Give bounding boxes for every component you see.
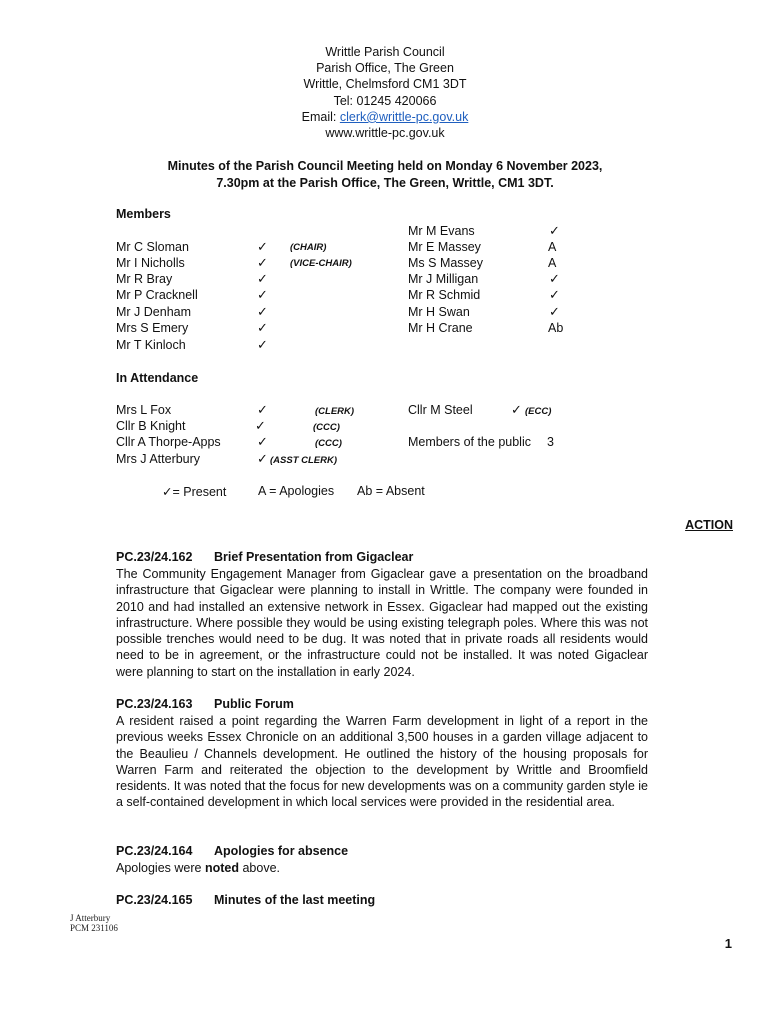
- member-name: Mr H Swan: [408, 305, 470, 319]
- attendee-mark: ✓: [257, 402, 268, 417]
- item-title: Minutes of the last meeting: [214, 893, 376, 907]
- item-heading: [116, 844, 348, 858]
- item-title: Public Forum: [214, 697, 294, 711]
- member-role: (CHAIR): [290, 242, 327, 253]
- attendee-role: (ASST CLERK): [270, 455, 338, 466]
- email-label: Email:: [301, 109, 340, 124]
- item-title: Apologies for absence: [214, 844, 349, 858]
- attendee-name: Mrs J Atterbury: [116, 452, 201, 466]
- attendee-mark: ✓: [511, 402, 522, 417]
- item-body: [116, 860, 648, 876]
- attendee-mark: 3: [547, 435, 554, 449]
- member-name: Mr R Bray: [116, 272, 173, 286]
- footer-ref: PCM 231106: [70, 923, 118, 933]
- address-line-1: Parish Office, The Green: [316, 61, 454, 76]
- attendee-name: Cllr M Steel: [408, 403, 473, 417]
- body-text: Apologies were: [116, 861, 205, 875]
- attendee-role: (CCC): [315, 438, 342, 449]
- member-name: Mr J Denham: [116, 305, 192, 319]
- attendee-name: Mrs L Fox: [116, 403, 172, 417]
- email-link[interactable]: clerk@writtle-pc.gov.uk: [339, 109, 469, 124]
- legend-present: ✓= Present: [162, 485, 227, 499]
- body-emphasis: noted: [204, 861, 239, 875]
- attendee-role: (CLERK): [315, 406, 355, 417]
- member-mark: ✓: [549, 287, 560, 302]
- minutes-title: [0, 158, 770, 191]
- item-title: Brief Presentation from Gigaclear: [214, 550, 414, 564]
- attendee-name: Members of the public: [408, 435, 531, 449]
- member-name: Mr J Milligan: [408, 272, 479, 286]
- legend-absent: Ab = Absent: [357, 484, 425, 498]
- body-text: above.: [238, 861, 280, 875]
- member-name: Mr E Massey: [408, 240, 481, 254]
- attendee-mark: ✓: [257, 451, 268, 466]
- member-mark: ✓: [549, 223, 560, 238]
- item-heading: [116, 550, 413, 564]
- item-body: The Community Engagement Manager from Gigaclear gave a presentation on the broadband infrastructure that Gigaclear were planning to install in Writtle. The company were founded in 2010 and had installed an extensive network in Essex. Gigaclear had mapped out the existing infrastructure. Where possible they would be using existing telegraph poles. Where this was not possible trenches would need to be dug. It was noted that in private roads all residents would need to be in agreement, or the infrastructure could not be installed. It was noted Gigaclear were planning to start on the installation in early 2024.: [116, 567, 648, 679]
- member-mark: ✓: [257, 337, 268, 352]
- member-mark: ✓: [257, 271, 268, 286]
- page-number: 1: [724, 936, 732, 951]
- member-name: Mr T Kinloch: [116, 338, 186, 352]
- attendee-role: (CCC): [313, 422, 340, 433]
- member-name: Mrs S Emery: [116, 321, 189, 335]
- attendee-name: Cllr A Thorpe-Apps: [116, 435, 221, 449]
- member-mark: ✓: [257, 304, 268, 319]
- member-role: (VICE-CHAIR): [290, 258, 352, 269]
- attendee-role: (ECC): [525, 406, 552, 417]
- email-line: [0, 109, 770, 125]
- item-heading: [116, 893, 375, 907]
- member-name: Mr C Sloman: [116, 240, 189, 254]
- member-name: Mr P Cracknell: [116, 288, 198, 302]
- member-mark: ✓: [549, 304, 560, 319]
- member-name: Mr R Schmid: [408, 288, 481, 302]
- member-name: Mr H Crane: [408, 321, 473, 335]
- member-mark: ✓: [257, 255, 268, 270]
- member-name: Mr M Evans: [408, 224, 475, 238]
- member-mark: ✓: [257, 287, 268, 302]
- legend-apologies: A = Apologies: [258, 484, 335, 498]
- page-footer: [70, 913, 118, 933]
- item-ref: PC.23/24.165: [116, 893, 193, 907]
- member-mark: A: [548, 240, 557, 254]
- member-mark: Ab: [548, 321, 564, 335]
- address-line-2: Writtle, Chelmsford CM1 3DT: [303, 77, 467, 92]
- attendee-mark: ✓: [255, 418, 266, 433]
- title-line-1: Minutes of the Parish Council Meeting held on Monday 6 November 2023,: [167, 159, 603, 173]
- item-heading: [116, 697, 294, 711]
- member-mark: A: [548, 256, 557, 270]
- member-mark: ✓: [549, 271, 560, 286]
- attendee-name: Cllr B Knight: [116, 419, 186, 433]
- attendee-mark: ✓: [257, 434, 268, 449]
- footer-author: J Atterbury: [70, 913, 111, 923]
- member-name: Ms S Massey: [408, 256, 484, 270]
- attendance-heading: In Attendance: [116, 371, 199, 385]
- title-line-2: 7.30pm at the Parish Office, The Green, Writtle, CM1 3DT.: [216, 175, 554, 190]
- item-ref: PC.23/24.164: [116, 844, 193, 858]
- item-ref: PC.23/24.162: [116, 550, 193, 564]
- member-mark: ✓: [257, 239, 268, 254]
- org-name: Writtle Parish Council: [325, 45, 445, 59]
- item-body: A resident raised a point regarding the Warren Farm development in light of a report in the previous weeks Essex Chronicle on an additional 3,500 houses in a garden village adjacent to the Beaulieu / Channels development. He outlined the history of the housing proposals for Warren Farm and reiterated the objection to the development by Writtle and Broomfield residents. It was noted that the focus for new developments was on a community garden style ie a self-contained development in which local services were provided in the residential area.: [116, 714, 648, 810]
- item-ref: PC.23/24.163: [116, 697, 193, 711]
- member-mark: ✓: [257, 320, 268, 335]
- action-column-heading: ACTION: [685, 518, 733, 532]
- members-heading: Members: [116, 207, 171, 221]
- website: www.writtle-pc.gov.uk: [325, 126, 445, 141]
- telephone: Tel: 01245 420066: [333, 93, 437, 108]
- member-name: Mr I Nicholls: [116, 256, 185, 270]
- letterhead: [0, 44, 770, 141]
